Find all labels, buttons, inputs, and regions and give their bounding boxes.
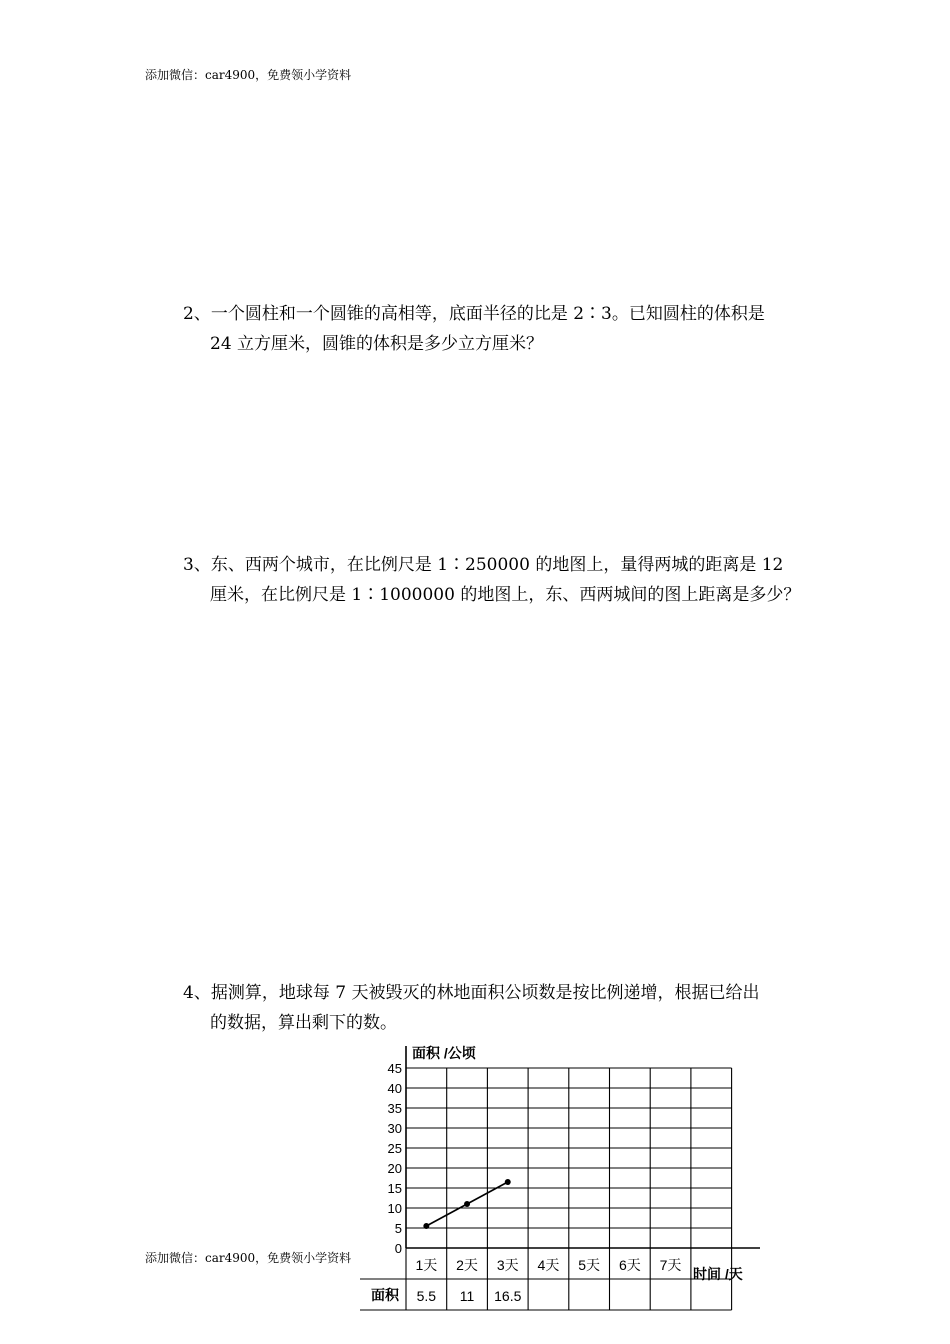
x-tick-label: 7天 <box>659 1257 682 1273</box>
y-tick-label: 25 <box>387 1141 402 1156</box>
question-2-line-1: 2、一个圆柱和一个圆锥的高相等，底面半径的比是 2∶3。已知圆柱的体积是 <box>183 304 765 324</box>
question-2 <box>183 299 823 359</box>
question-4-line-2: 的数据，算出剩下的数。 <box>210 1013 397 1033</box>
question-4 <box>183 978 823 1038</box>
question-3 <box>183 550 823 610</box>
x-axis-label: 时间 /天 <box>693 1266 743 1282</box>
y-tick-label: 45 <box>387 1061 402 1076</box>
data-point <box>505 1179 511 1185</box>
x-tick-label: 5天 <box>578 1257 601 1273</box>
x-tick-label: 6天 <box>618 1257 641 1273</box>
x-tick-label: 4天 <box>537 1257 560 1273</box>
y-tick-label: 35 <box>387 1101 402 1116</box>
question-2-line-2: 24 立方厘米，圆锥的体积是多少立方厘米？ <box>210 334 544 354</box>
table-cell-value: 16.5 <box>494 1288 522 1304</box>
y-axis-label: 面积 /公顷 <box>412 1045 476 1061</box>
x-tick-label: 2天 <box>456 1257 478 1273</box>
question-3-line-1: 3、东、西两个城市，在比例尺是 1∶250000 的地图上，量得两城的距离是 12 <box>183 555 784 575</box>
y-tick-label: 30 <box>387 1121 402 1136</box>
table-row-label: 面积 <box>371 1287 399 1303</box>
y-tick-label: 5 <box>394 1221 402 1236</box>
page-footer: 添加微信：car4900，免费领小学资料 <box>145 1251 352 1265</box>
data-point <box>464 1201 470 1207</box>
forest-area-chart <box>340 1035 760 1315</box>
y-tick-label: 40 <box>387 1081 402 1096</box>
y-tick-label: 15 <box>387 1181 402 1196</box>
y-tick-label: 20 <box>387 1161 402 1176</box>
x-tick-label: 3天 <box>496 1257 519 1273</box>
table-cell-value: 5.5 <box>416 1288 437 1304</box>
y-tick-label: 0 <box>394 1241 402 1256</box>
x-tick-label: 1天 <box>415 1257 438 1273</box>
question-3-line-2: 厘米，在比例尺是 1∶1000000 的地图上，东、西两城间的图上距离是多少？ <box>210 585 801 605</box>
table-cell-value: 11 <box>459 1288 475 1304</box>
y-tick-label: 10 <box>387 1201 402 1216</box>
data-point <box>423 1223 429 1229</box>
page-header: 添加微信：car4900，免费领小学资料 <box>145 68 352 82</box>
question-4-line-1: 4、据测算，地球每 7 天被毁灭的林地面积公顷数是按比例递增，根据已给出 <box>183 983 760 1003</box>
